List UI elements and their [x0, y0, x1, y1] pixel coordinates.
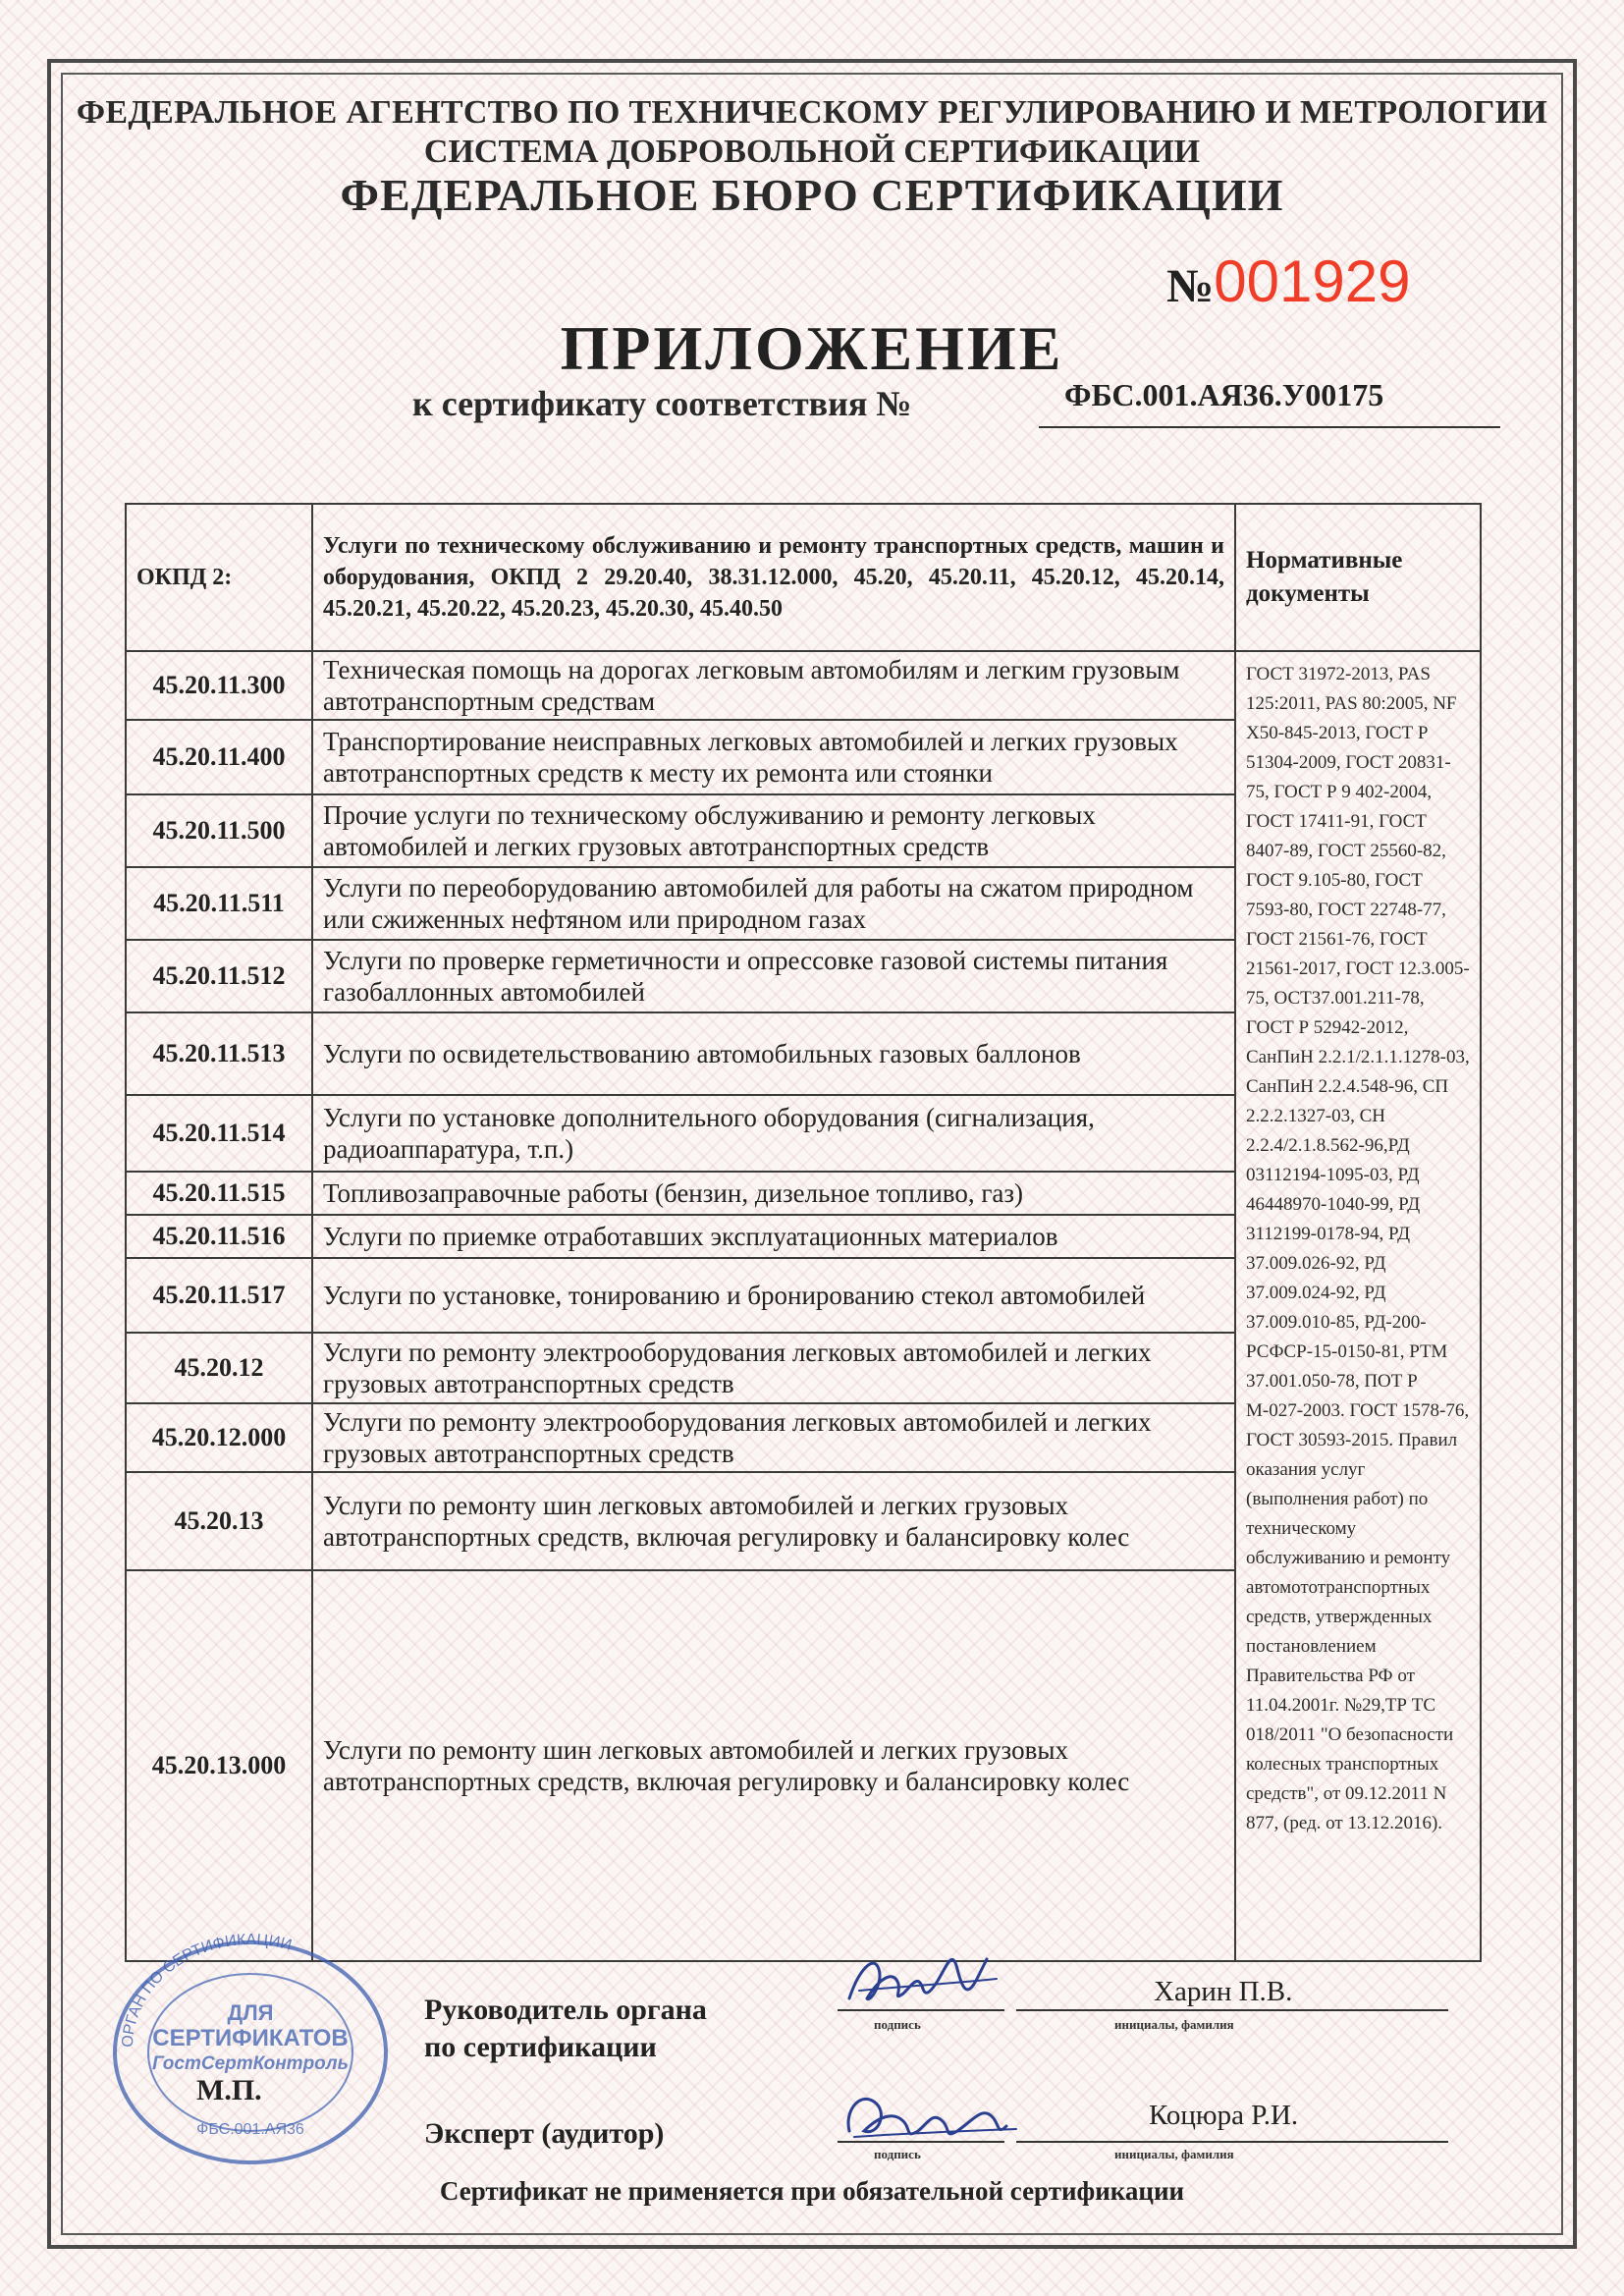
head-name: Харин П.В.: [1154, 1976, 1293, 2007]
number-sign: №: [1166, 260, 1215, 312]
head-label-2: по сертификации: [424, 2031, 657, 2063]
row-code: 45.20.11.400: [126, 720, 312, 794]
header-norms: Нормативные документы: [1235, 504, 1481, 651]
stamp-code: ФБС.001.АЯ36: [196, 2121, 304, 2138]
row-description: Услуги по ремонту шин легковых автомобилей и легких грузовых автотранспортных средств, включая регулировку и балансировку колес: [312, 1472, 1235, 1570]
number-value: 001929: [1214, 248, 1411, 314]
certificate-number: ФБС.001.АЯ36.У00175: [1064, 377, 1384, 412]
row-code: 45.20.13.000: [126, 1570, 312, 1961]
row-description: Услуги по ремонту шин легковых автомобилей и легких грузовых автотранспортных средств, включая регулировку и балансировку колес: [312, 1570, 1235, 1961]
footer-note: Сертификат не применяется при обязательной сертификации: [439, 2176, 1185, 2206]
expert-sign-caption: подпись: [874, 2147, 921, 2161]
services-table: [125, 503, 1482, 1962]
stamp-ring-text: ОРГАН ПО СЕРТИФИКАЦИИ: [119, 1931, 294, 2049]
row-description: Услуги по приемке отработавших эксплуатационных материалов: [312, 1215, 1235, 1258]
expert-name: Коцюра Р.И.: [1149, 2100, 1299, 2131]
row-description: Услуги по проверке герметичности и опрессовке газовой системы питания газобаллонных автомобилей: [312, 940, 1235, 1012]
row-code: 45.20.13: [126, 1472, 312, 1570]
expert-signature-image: [835, 2082, 1021, 2151]
expert-name-line: [1016, 2141, 1448, 2143]
row-code: 45.20.11.517: [126, 1258, 312, 1333]
row-code: 45.20.11.300: [126, 651, 312, 720]
row-code: 45.20.11.511: [126, 867, 312, 940]
row-code: 45.20.12.000: [126, 1403, 312, 1472]
row-description: Услуги по установке, тонированию и бронированию стекол автомобилей: [312, 1258, 1235, 1333]
head-name-line: [1016, 2009, 1448, 2011]
head-signature-image: [839, 1940, 1006, 2023]
row-description: Топливозаправочные работы (бензин, дизельное топливо, газ): [312, 1172, 1235, 1215]
row-description: Услуги по установке дополнительного оборудования (сигнализация, радиоаппаратура, т.п.): [312, 1095, 1235, 1172]
stamp-line1: ДЛЯ: [227, 2000, 274, 2025]
header-code: ОКПД 2:: [126, 504, 312, 651]
row-code: 45.20.11.514: [126, 1095, 312, 1172]
row-code: 45.20.11.512: [126, 940, 312, 1012]
row-code: 45.20.11.515: [126, 1172, 312, 1215]
table-row: [126, 651, 1481, 720]
head-name-caption: инициалы, фамилия: [1114, 2017, 1234, 2032]
stamp-place-label: М.П.: [196, 2074, 262, 2106]
head-sign-caption: подпись: [874, 2017, 921, 2032]
head-label-1: Руководитель органа: [424, 1994, 707, 2026]
stamp-line3: ГостСертКонтроль: [152, 2053, 349, 2074]
row-description: Прочие услуги по техническому обслуживанию и ремонту легковых автомобилей и легких грузовых автотранспортных средств: [312, 794, 1235, 867]
form-number: [1166, 247, 1410, 316]
page-title: ПРИЛОЖЕНИЕ: [560, 313, 1064, 383]
header-description: Услуги по техническому обслуживанию и ремонту транспортных средств, машин и оборудования, ОКПД 2 29.20.40, 38.31.12.000, 45.20, 45.20.11, 45.20.12, 45.20.14, 45.20.21, 45.20.22, 45.20.23, 45.20.30, 45.40.50: [312, 504, 1235, 651]
row-code: 45.20.11.516: [126, 1215, 312, 1258]
expert-name-caption: инициалы, фамилия: [1114, 2147, 1234, 2161]
expert-label: Эксперт (аудитор): [424, 2117, 665, 2150]
stamp-line2: СЕРТИФИКАТОВ: [152, 2025, 349, 2051]
row-code: 45.20.11.500: [126, 794, 312, 867]
row-code: 45.20.11.513: [126, 1012, 312, 1095]
agency-title: ФЕДЕРАЛЬНОЕ АГЕНТСТВО ПО ТЕХНИЧЕСКОМУ РЕГУЛИРОВАНИЮ И МЕТРОЛОГИИ: [76, 94, 1548, 131]
system-title: СИСТЕМА ДОБРОВОЛЬНОЙ СЕРТИФИКАЦИИ: [423, 134, 1201, 170]
row-code: 45.20.12: [126, 1333, 312, 1403]
row-description: Услуги по освидетельствованию автомобильных газовых баллонов: [312, 1012, 1235, 1095]
subtitle: к сертификату соответствия №: [412, 384, 912, 423]
table-header-row: [126, 504, 1481, 651]
norms-cell: ГОСТ 31972-2013, PAS 125:2011, PAS 80:2005, NF X50-845-2013, ГОСТ Р 51304-2009, ГОСТ 20831-75, ГОСТ Р 9 402-2004, ГОСТ 17411-91, ГОСТ 8407-89, ГОСТ 25560-82, ГОСТ 9.105-80, ГОСТ 7593-80, ГОСТ 22748-77, ГОСТ 21561-76, ГОСТ 21561-2017, ГОСТ 12.3.005-75, ОСТ37.001.211-78, ГОСТ Р 52942-2012, СанПиН 2.2.1/2.1.1.1278-03, СанПиН 2.2.4.548-96, СП 2.2.2.1327-03, СН 2.2.4/2.1.8.562-96,РД 03112194-1095-03, РД 46448970-1040-99, РД 3112199-0178-94, РД 37.009.026-92, РД 37.009.024-92, РД 37.009.010-85, РД-200-РСФСР-15-0150-81, РТМ 37.001.050-78, ПОТ Р М-027-2003. ГОСТ 1578-76, ГОСТ 30593-2015. Правил оказания услуг (выполнения работ) по техническому обслуживанию и ремонту автомототранспортных средств, утвержденных постановлением Правительства РФ от 11.04.2001г. №29,ТР ТС 018/2011 "О безопасности колесных транспортных средств", от 09.12.2011 N 877, (ред. от 13.12.2016).: [1235, 651, 1481, 1961]
row-description: Услуги по ремонту электрооборудования легковых автомобилей и легких грузовых автотранспортных средств: [312, 1403, 1235, 1472]
row-description: Услуги по переоборудованию автомобилей для работы на сжатом природном или сжиженных нефтяном или природном газах: [312, 867, 1235, 940]
certificate-number-field: [1039, 377, 1500, 428]
bureau-title: ФЕДЕРАЛЬНОЕ БЮРО СЕРТИФИКАЦИИ: [340, 170, 1284, 220]
row-description: Услуги по ремонту электрооборудования легковых автомобилей и легких грузовых автотранспортных средств: [312, 1333, 1235, 1403]
row-description: Техническая помощь на дорогах легковым автомобилям и легким грузовым автотранспортным средствам: [312, 651, 1235, 720]
certification-stamp: [93, 1930, 407, 2165]
row-description: Транспортирование неисправных легковых автомобилей и легких грузовых автотранспортных средств к месту их ремонта или стоянки: [312, 720, 1235, 794]
